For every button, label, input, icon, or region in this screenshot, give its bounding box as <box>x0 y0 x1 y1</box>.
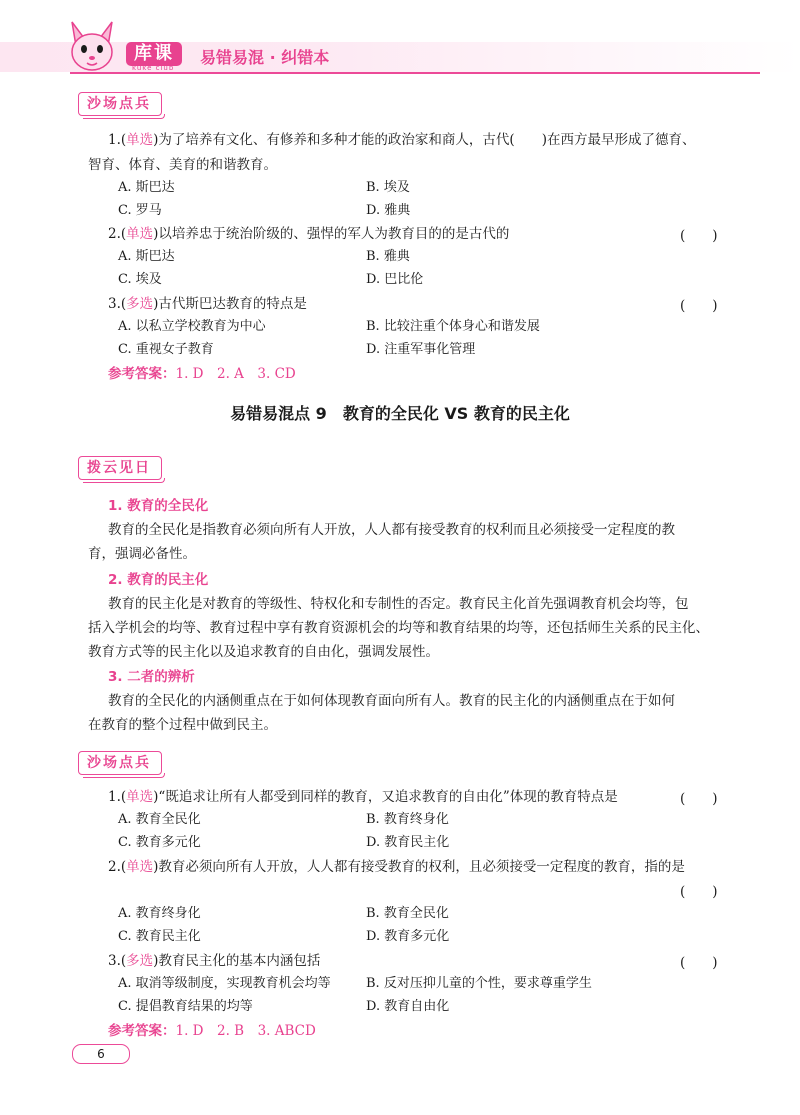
practice-tag-2: 沙场点兵 <box>78 751 162 775</box>
question-1-option-b: B. 埃及 <box>366 180 410 195</box>
question-3-option-a: A. 以私立学校教育为中心 <box>118 319 266 334</box>
question-6-line-1: 3.(多选)教育民主化的基本内涵包括 <box>108 953 321 969</box>
point-3-line-1: 教育的全民化的内涵侧重点在于如何体现教育面向所有人。教育的民主化的内涵侧重点在于如何 <box>108 693 675 709</box>
section-title: 易错易混点 9 教育的全民化 VS 教育的民主化 <box>230 404 570 423</box>
point-3-heading: 3. 二者的辨析 <box>108 669 195 685</box>
question-5-option-c: C. 教育民主化 <box>118 929 201 944</box>
question-5-option-b: B. 教育全民化 <box>366 906 449 921</box>
answer-key-2: 参考答案：1. D 2. B 3. ABCD <box>108 1023 316 1039</box>
point-1-line-1: 教育的全民化是指教育必须向所有人开放，人人都有接受教育的权利而且必须接受一定程度的教 <box>108 522 675 538</box>
point-2-line-3: 教育方式等的民主化以及追求教育的自由化，强调发展性。 <box>88 644 439 660</box>
question-6-option-a: A. 取消等级制度，实现教育机会均等 <box>118 976 331 991</box>
point-2-line-2: 括入学机会的均等、教育过程中享有教育资源机会的均等和教育结果的均等，还包括师生关系的民主化、 <box>88 620 709 636</box>
header-title: 易错易混 · 纠错本 <box>200 48 330 67</box>
question-3-option-c: C. 重视女子教育 <box>118 342 214 357</box>
question-5-option-d: D. 教育多元化 <box>366 929 450 944</box>
question-3-answer-blank: ( ) <box>680 298 718 314</box>
question-1-option-d: D. 雅典 <box>366 203 411 218</box>
question-1-option-c: C. 罗马 <box>118 203 162 218</box>
question-3-option-b: B. 比较注重个体身心和谐发展 <box>366 319 540 334</box>
question-2-line-1: 2.(单选)以培养忠于统治阶级的、强悍的军人为教育目的的是古代的 <box>108 226 510 242</box>
question-4-answer-blank: ( ) <box>680 791 718 807</box>
question-6-answer-blank: ( ) <box>680 955 718 971</box>
practice-tag-1: 沙场点兵 <box>78 92 162 116</box>
brand-logo: 库课 <box>126 42 182 66</box>
brand-logo-subtitle: kuke club <box>132 64 175 72</box>
question-6-option-b: B. 反对压抑儿童的个性，要求尊重学生 <box>366 976 592 991</box>
question-5-option-a: A. 教育终身化 <box>118 906 201 921</box>
answer-key-1: 参考答案：1. D 2. A 3. CD <box>108 366 296 382</box>
question-2-option-a: A. 斯巴达 <box>118 249 175 264</box>
fox-mascot-icon <box>62 16 122 76</box>
question-2-option-b: B. 雅典 <box>366 249 410 264</box>
question-4-line-1: 1.(单选)“既追求让所有人都受到同样的教育，又追求教育的自由化”体现的教育特点是 <box>108 789 618 805</box>
question-2-option-c: C. 埃及 <box>118 272 162 287</box>
header-divider <box>70 72 760 74</box>
question-6-option-c: C. 提倡教育结果的均等 <box>118 999 253 1014</box>
question-5-answer-blank: ( ) <box>680 884 718 900</box>
question-3-option-d: D. 注重军事化管理 <box>366 342 476 357</box>
question-4-option-c: C. 教育多元化 <box>118 835 201 850</box>
question-5-line-1: 2.(单选)教育必须向所有人开放，人人都有接受教育的权利，且必须接受一定程度的教育，指的是 <box>108 859 685 875</box>
point-3-line-2: 在教育的整个过程中做到民主。 <box>88 717 277 733</box>
theory-tag: 拨云见日 <box>78 456 162 480</box>
question-2-answer-blank: ( ) <box>680 228 718 244</box>
point-2-heading: 2. 教育的民主化 <box>108 572 209 588</box>
question-2-option-d: D. 巴比伦 <box>366 272 424 287</box>
question-4-option-b: B. 教育终身化 <box>366 812 449 827</box>
question-3-line-1: 3.(多选)古代斯巴达教育的特点是 <box>108 296 307 312</box>
point-2-line-1: 教育的民主化是对教育的等级性、特权化和专制性的否定。教育民主化首先强调教育机会均等，包 <box>108 596 689 612</box>
question-1-line-2: 智育、体育、美育的和谐教育。 <box>88 157 277 173</box>
page-header <box>0 0 800 84</box>
question-4-option-a: A. 教育全民化 <box>118 812 201 827</box>
question-6-option-d: D. 教育自由化 <box>366 999 450 1014</box>
question-1-option-a: A. 斯巴达 <box>118 180 175 195</box>
question-4-option-d: D. 教育民主化 <box>366 835 450 850</box>
page-number: 6 <box>72 1044 130 1064</box>
point-1-heading: 1. 教育的全民化 <box>108 498 209 514</box>
point-1-line-2: 育，强调必备性。 <box>88 546 196 562</box>
question-1-line-1: 1.(单选)为了培养有文化、有修养和多种才能的政治家和商人，古代( )在西方最早形成了德育、 <box>108 132 696 148</box>
